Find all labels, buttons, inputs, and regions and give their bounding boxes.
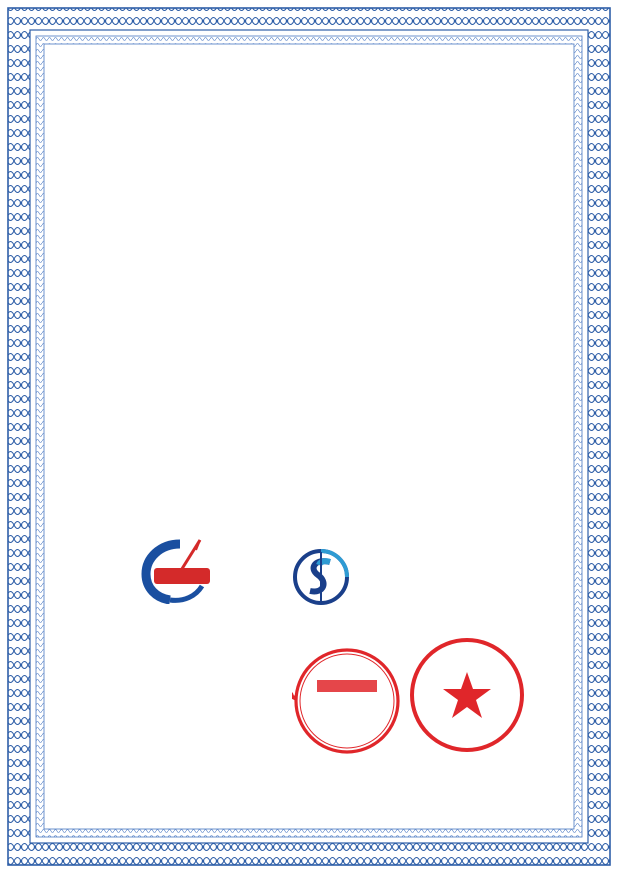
ntsc-official-seal	[292, 646, 402, 756]
verification-qr-code[interactable]	[404, 542, 492, 630]
company-official-seal	[408, 636, 526, 754]
trusted-time-service-logo	[290, 548, 352, 606]
ntsc-logo	[140, 538, 216, 604]
